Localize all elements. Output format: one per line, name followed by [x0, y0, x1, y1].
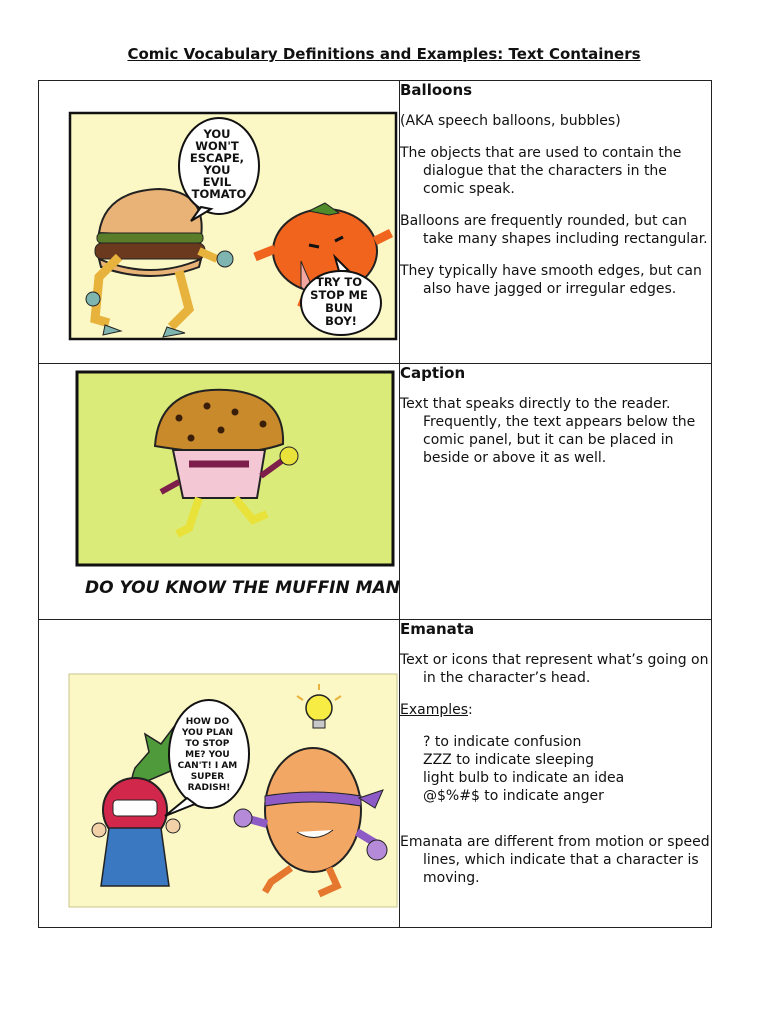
balloon-line: CAN'T! I AM	[177, 761, 238, 771]
vocabulary-table	[38, 80, 712, 928]
term-heading: Balloons	[400, 81, 473, 99]
examples-list	[423, 733, 711, 805]
examples-heading	[400, 701, 711, 719]
balloon-line: TO STOP	[185, 739, 230, 749]
balloon-line: RADISH!	[187, 783, 231, 793]
balloon-line: YOU	[203, 127, 231, 141]
balloon-line: ESCAPE,	[189, 151, 245, 165]
examples-colon: :	[468, 702, 473, 718]
balloon-line: BOY!	[325, 314, 357, 328]
definition-text: (AKA speech balloons, bubbles)	[400, 113, 621, 129]
balloons-image-cell	[39, 81, 400, 364]
page-title: Comic Vocabulary Definitions and Examples: Text Containers	[127, 45, 641, 63]
table-row-emanata	[39, 620, 712, 928]
balloon-line: ME? YOU	[185, 750, 230, 760]
definition-text: Emanata are different from motion or speed lines, which indicate that a character is moving.	[400, 834, 710, 886]
examples-label: Examples	[400, 702, 469, 718]
balloon-line: HOW DO	[185, 717, 230, 727]
caption-image-cell	[39, 364, 400, 620]
definition-text: Text or icons that represent what’s going on in the character’s head.	[400, 652, 709, 686]
list-item: ZZZ to indicate sleeping	[423, 752, 595, 768]
definition-text: Balloons are frequently rounded, but can take many shapes including rectangular.	[400, 213, 708, 247]
term-heading: Caption	[400, 364, 466, 382]
definition-text: Text that speaks directly to the reader. Frequently, the text appears below the comic panel, but it can be placed in beside or above it as well.	[400, 396, 696, 466]
balloon-line: YOU PLAN	[181, 728, 233, 738]
term-heading: Emanata	[400, 620, 475, 638]
balloons-comic	[39, 81, 399, 359]
balloon-line: YOU	[203, 163, 231, 177]
balloon-line: WON'T	[195, 139, 239, 153]
balloon-line: TRY TO	[315, 275, 363, 289]
caption-text-cell	[400, 364, 712, 620]
definition-text: The objects that are used to contain the dialogue that the characters in the comic speak.	[400, 145, 682, 197]
balloon-line: BUN	[325, 301, 353, 315]
emanata-text-cell	[400, 620, 712, 928]
balloon-line: TOMATO	[191, 187, 247, 201]
caption-comic	[39, 364, 399, 615]
list-item: ? to indicate confusion	[423, 734, 582, 750]
emanata-comic	[39, 620, 399, 923]
list-item: light bulb to indicate an idea	[423, 770, 625, 786]
emanata-image-cell	[39, 620, 400, 928]
caption-text: DO YOU KNOW THE MUFFIN MAN?	[85, 578, 399, 598]
svg-text:YOU WON'T	[190, 127, 248, 201]
list-item: @$%#$ to indicate anger	[423, 788, 604, 804]
balloon-line: EVIL	[202, 175, 232, 189]
balloon-line: STOP ME	[310, 288, 368, 302]
definition-text: They typically have smooth edges, but can also have jagged or irregular edges.	[400, 263, 702, 297]
balloons-text-cell	[400, 81, 712, 364]
table-row-caption	[39, 364, 712, 620]
balloon-line: SUPER	[190, 772, 225, 782]
table-row-balloons	[39, 81, 712, 364]
